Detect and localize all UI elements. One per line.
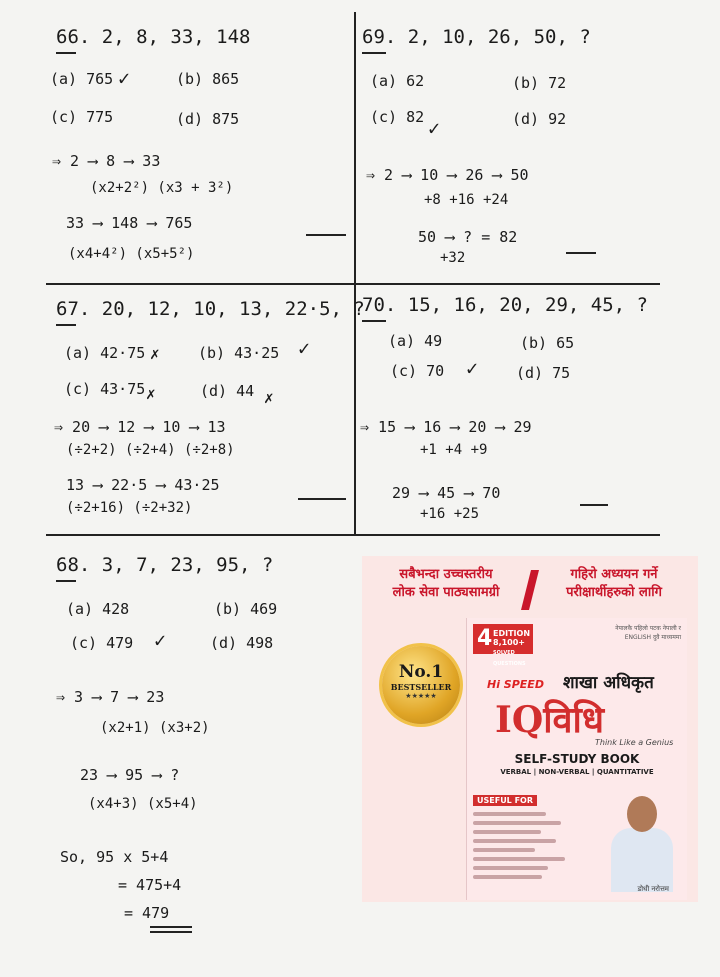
q70-check-icon: ✓ — [466, 356, 479, 380]
q68-answer-underline — [150, 926, 192, 928]
book-tagline: Think Like a Genius — [595, 738, 674, 747]
q69-option-a: (a) 62 — [370, 72, 425, 90]
bestseller-seal — [382, 646, 460, 724]
horizontal-divider-2 — [46, 534, 660, 536]
q70-underline — [362, 320, 386, 322]
q66-work-1-steps: (x2+2²) (x3 + 3²) — [90, 180, 234, 196]
horizontal-divider-1 — [46, 283, 660, 285]
q67-work-1-steps: (÷2+2) (÷2+4) (÷2+8) — [66, 442, 235, 458]
author-photo — [607, 796, 677, 892]
q68-solution-2: = 475+4 — [118, 876, 182, 894]
seal-stars: ★★★★★ — [405, 692, 437, 700]
q70-option-a: (a) 49 — [388, 332, 443, 350]
q67-option-d: (d) 44 — [200, 382, 255, 400]
q69-option-c: (c) 82 — [370, 108, 425, 126]
q69-underline — [362, 52, 386, 54]
q70-work-1: ⇒ 15 ⟶ 16 ⟶ 20 ⟶ 29 — [360, 418, 532, 436]
q67-answer-underline — [298, 498, 346, 500]
q66-work-2-steps: (x4+4²) (x5+5²) — [68, 246, 195, 262]
ad-right-line-2: परीक्षार्थीहरुको लागि — [566, 585, 662, 600]
q67-title: 67. 20, 12, 10, 13, 22·5, ? — [56, 298, 365, 320]
q67-option-b: (b) 43·25 — [198, 344, 280, 362]
book-title: IQविधि — [495, 699, 605, 741]
q68-check-icon: ✓ — [154, 628, 167, 652]
q66-option-a: (a) 765 — [50, 70, 114, 88]
q69-work-1: ⇒ 2 ⟶ 10 ⟶ 26 ⟶ 50 — [366, 166, 529, 184]
edition-number: 4 — [477, 626, 493, 651]
q70-work-2: 29 ⟶ 45 ⟶ 70 — [392, 484, 501, 502]
ad-left-line-1: सबैभन्दा उच्चस्तरीय — [399, 567, 493, 582]
q68-solution-1: So, 95 x 5+4 — [60, 848, 169, 866]
book-subtitle: शाखा अधिकृत — [563, 673, 654, 693]
edition-text-3: SOLVED QUESTIONS — [493, 650, 526, 667]
seal-text: BESTSELLER — [390, 682, 452, 692]
q67-check-icon: ✓ — [298, 336, 311, 360]
q70-option-c: (c) 70 — [390, 362, 445, 380]
q66-option-c: (c) 775 — [50, 108, 114, 126]
q70-work-2-steps: +16 +25 — [420, 506, 480, 522]
q66-underline — [56, 52, 76, 54]
q69-answer-underline — [566, 252, 596, 254]
edition-label — [493, 629, 533, 669]
q67-option-c: (c) 43·75 — [64, 380, 146, 398]
sections-label: VERBAL | NON-VERBAL | QUANTITATIVE — [500, 768, 654, 776]
q67-underline — [56, 324, 76, 326]
q66-title: 66. 2, 8, 33, 148 — [56, 26, 251, 48]
q68-work-2: 23 ⟶ 95 ⟶ ? — [80, 766, 180, 784]
q70-title: 70. 15, 16, 20, 29, 45, ? — [362, 294, 648, 316]
edition-text-2: 8,100+ — [493, 638, 526, 647]
book-advertisement — [362, 556, 698, 902]
q69-work-2-steps: +32 — [440, 250, 466, 266]
useful-for-list — [473, 788, 577, 888]
q66-work-2: 33 ⟶ 148 ⟶ 765 — [66, 214, 193, 232]
q68-option-b: (b) 469 — [214, 600, 278, 618]
q70-answer-underline — [580, 504, 608, 506]
q66-work-1: ⇒ 2 ⟶ 8 ⟶ 33 — [52, 152, 161, 170]
q68-work-2-steps: (x4+3) (x5+4) — [88, 796, 198, 812]
self-study-label: SELF-STUDY BOOK — [514, 752, 640, 766]
q66-option-d: (d) 875 — [176, 110, 240, 128]
book-top-right-note: नेपालकै पहिलो पटक नेपाली र ENGLISH दुवै माध्यममा — [615, 625, 681, 641]
q69-option-b: (b) 72 — [512, 74, 567, 92]
q66-answer-underline — [306, 234, 346, 236]
book-cover — [466, 618, 687, 900]
q69-check-icon: ✓ — [428, 116, 441, 140]
q66-check-icon: ✓ — [118, 66, 131, 90]
seal-number: No.1 — [398, 662, 444, 682]
q69-work-2: 50 ⟶ ? = 82 — [418, 228, 518, 246]
q67-cross-icon-2: ✗ — [146, 384, 156, 403]
q69-option-d: (d) 92 — [512, 110, 567, 128]
q67-cross-icon-3: ✗ — [264, 388, 274, 407]
q69-title: 69. 2, 10, 26, 50, ? — [362, 26, 591, 48]
useful-for-header: USEFUL FOR — [473, 795, 537, 806]
q67-option-a: (a) 42·75 — [64, 344, 146, 362]
q67-cross-icon: ✗ — [150, 344, 160, 363]
q70-option-b: (b) 65 — [520, 334, 575, 352]
q68-answer-underline-2 — [150, 931, 192, 933]
hispeed-logo: Hi SPEED — [487, 678, 544, 691]
q67-work-1: ⇒ 20 ⟶ 12 ⟶ 10 ⟶ 13 — [54, 418, 226, 436]
q67-work-2: 13 ⟶ 22·5 ⟶ 43·25 — [66, 476, 220, 494]
ad-left-line-2: लोक सेवा पाठ्यसामग्री — [392, 585, 500, 600]
q69-work-1-steps: +8 +16 +24 — [424, 192, 509, 208]
edition-text-1: EDITION — [493, 629, 531, 638]
q70-work-1-steps: +1 +4 +9 — [420, 442, 488, 458]
q68-title: 68. 3, 7, 23, 95, ? — [56, 554, 274, 576]
author-name: डोधी नरोत्तम — [637, 885, 669, 893]
vertical-divider — [354, 12, 356, 534]
q68-option-c: (c) 479 — [70, 634, 134, 652]
q68-option-d: (d) 498 — [210, 634, 274, 652]
q70-option-d: (d) 75 — [516, 364, 571, 382]
q68-underline — [56, 580, 76, 582]
q67-work-2-steps: (÷2+16) (÷2+32) — [66, 500, 193, 516]
q68-work-1-steps: (x2+1) (x3+2) — [100, 720, 210, 736]
q68-solution-3: = 479 — [124, 904, 170, 922]
ad-right-line-1: गहिरो अध्ययन गर्ने — [570, 567, 658, 582]
q68-option-a: (a) 428 — [66, 600, 130, 618]
edition-badge — [473, 624, 533, 667]
q66-option-b: (b) 865 — [176, 70, 240, 88]
q68-work-1: ⇒ 3 ⟶ 7 ⟶ 23 — [56, 688, 165, 706]
